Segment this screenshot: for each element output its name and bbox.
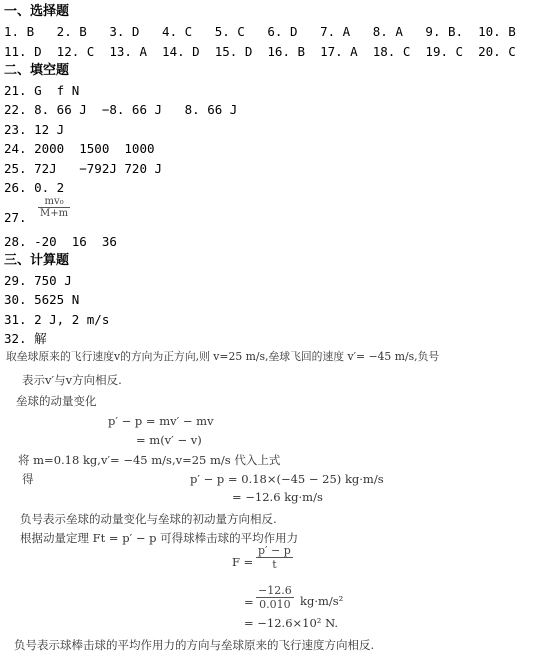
mc-answers-row1: 1. B 2. B 3. D 4. C 5. C 6. D 7. A 8. A 9. B. 10. B — [4, 24, 516, 39]
answer-27-denominator: M+m — [40, 208, 69, 219]
solution-line-2: 表示v′与v方向相反. — [22, 373, 122, 387]
answer-27-label: 27. — [4, 210, 27, 225]
answer-22: 22. 8. 66 J −8. 66 J 8. 66 J — [4, 102, 238, 117]
solution-line-meaning-1: 负号表示垒球的动量变化与垒球的初动量方向相反. — [20, 512, 277, 526]
answer-21: 21. G f N — [4, 83, 80, 98]
solution-line-de: 得 — [22, 472, 34, 486]
answer-25: 25. 72J −792J 720 J — [4, 161, 163, 176]
answer-26: 26. 0. 2 — [4, 180, 65, 195]
solution-line-impulse: 根据动量定理 Ft = p′ − p 可得球棒击球的平均作用力 — [20, 531, 299, 545]
force-fraction-1-denominator: t — [272, 558, 277, 571]
solution-equation-3: p′ − p = 0.18×(−45 − 25) kg·m/s — [190, 472, 384, 486]
force-result: = −12.6×10² N. — [244, 616, 339, 630]
mc-answers-row2: 11. D 12. C 13. A 14. D 15. D 16. B 17. A 18. C 19. C 20. C — [4, 44, 516, 59]
section2-heading: 二、填空题 — [4, 63, 70, 78]
force-fraction-1 — [256, 544, 293, 571]
force-fraction-1-numerator: p′ − p — [258, 544, 291, 557]
solution-equation-4: = −12.6 kg·m/s — [232, 490, 323, 504]
answer-24: 24. 2000 1500 1000 — [4, 141, 155, 156]
force-eq-sign: = — [244, 595, 254, 609]
answer-28: 28. -20 16 36 — [4, 234, 117, 249]
solution-equation-1: p′ − p = mv′ − mv — [108, 414, 214, 428]
answer-27-numerator: mv₀ — [38, 196, 70, 208]
answer-30: 30. 5625 N — [4, 292, 80, 307]
force-fraction-2-numerator: −12.6 — [258, 584, 292, 597]
solution-line-substitute: 将 m=0.18 kg,v′= −45 m/s,v=25 m/s 代入上式 — [18, 453, 281, 467]
answer-23: 23. 12 J — [4, 122, 65, 137]
force-fraction-2 — [256, 584, 294, 611]
solution-line-meaning-2: 负号表示球棒击球的平均作用力的方向与垒球原来的飞行速度方向相反. — [14, 638, 375, 652]
solution-line-1: 取垒球原来的飞行速度v的方向为正方向,则 v=25 m/s,垒球飞回的速度 v′= −45 m/s,负号 — [6, 350, 440, 363]
force-fraction-2-denominator: 0.010 — [259, 598, 291, 611]
force-fraction-2-unit: kg·m/s² — [300, 594, 344, 608]
solution-line-3: 垒球的动量变化 — [16, 394, 97, 408]
force-lhs: F = — [232, 555, 254, 569]
answer-29: 29. 750 J — [4, 273, 72, 288]
section3-heading: 三、计算题 — [4, 253, 70, 268]
solution-equation-2: = m(v′ − v) — [136, 433, 202, 447]
answer-32: 32. 解 — [4, 331, 47, 346]
answer-27-fraction — [38, 196, 70, 219]
section1-heading: 一、选择题 — [4, 4, 70, 19]
answer-31: 31. 2 J, 2 m/s — [4, 312, 110, 327]
